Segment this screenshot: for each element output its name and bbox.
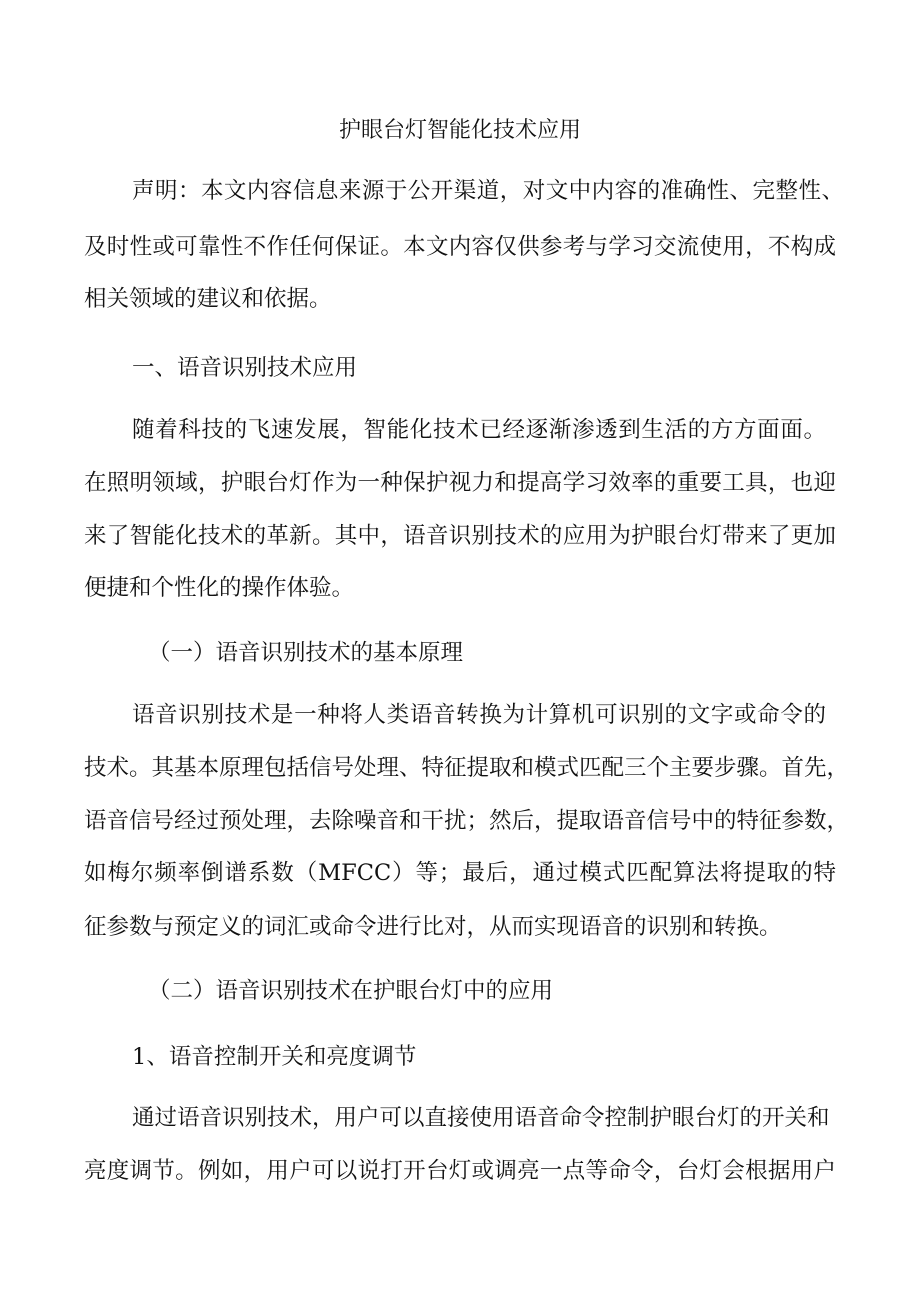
item-heading: 1、语音控制开关和亮度调节 (132, 1044, 417, 1070)
paragraph-line: 技术。其基本原理包括信号处理、特征提取和模式匹配三个主要步骤。首先， (84, 755, 850, 781)
subsection-heading: （一）语音识别技术的基本原理 (148, 640, 464, 666)
section-heading: 一、语音识别技术应用 (132, 355, 358, 381)
paragraph-line: 在照明领域，护眼台灯作为一种保护视力和提高学习效率的重要工具，也迎 (84, 470, 836, 496)
paragraph-line: 亮度调节。例如，用户可以说打开台灯或调亮一点等命令，台灯会根据用户 (84, 1158, 836, 1184)
paragraph-line: 通过语音识别技术，用户可以直接使用语音命令控制护眼台灯的开关和 (132, 1105, 830, 1131)
paragraph-line: 便捷和个性化的操作体验。 (84, 575, 355, 601)
subsection-heading: （二）语音识别技术在护眼台灯中的应用 (148, 978, 554, 1004)
paragraph-line: 随着科技的飞速发展，智能化技术已经逐渐渗透到生活的方方面面。 (132, 417, 826, 443)
disclaimer-line-1: 声明：本文内容信息来源于公开渠道，对文中内容的准确性、完整性、 (132, 178, 844, 204)
paragraph-line: 征参数与预定义的词汇或命令进行比对，从而实现语音的识别和转换。 (84, 914, 782, 940)
paragraph-line: 语音信号经过预处理，去除噪音和干扰；然后，提取语音信号中的特征参数， (84, 808, 850, 834)
paragraph-line: 如梅尔频率倒谱系数（MFCC）等；最后，通过模式匹配算法将提取的特 (84, 860, 836, 886)
paragraph-line: 来了智能化技术的革新。其中，语音识别技术的应用为护眼台灯带来了更加 (84, 523, 836, 549)
document-title: 护眼台灯智能化技术应用 (338, 118, 581, 143)
disclaimer-line-2: 及时性或可靠性不作任何保证。本文内容仅供参考与学习交流使用，不构成 (84, 234, 836, 260)
disclaimer-line-3: 相关领域的建议和依据。 (84, 286, 332, 312)
paragraph-line: 语音识别技术是一种将人类语音转换为计算机可识别的文字或命令的 (132, 702, 826, 728)
